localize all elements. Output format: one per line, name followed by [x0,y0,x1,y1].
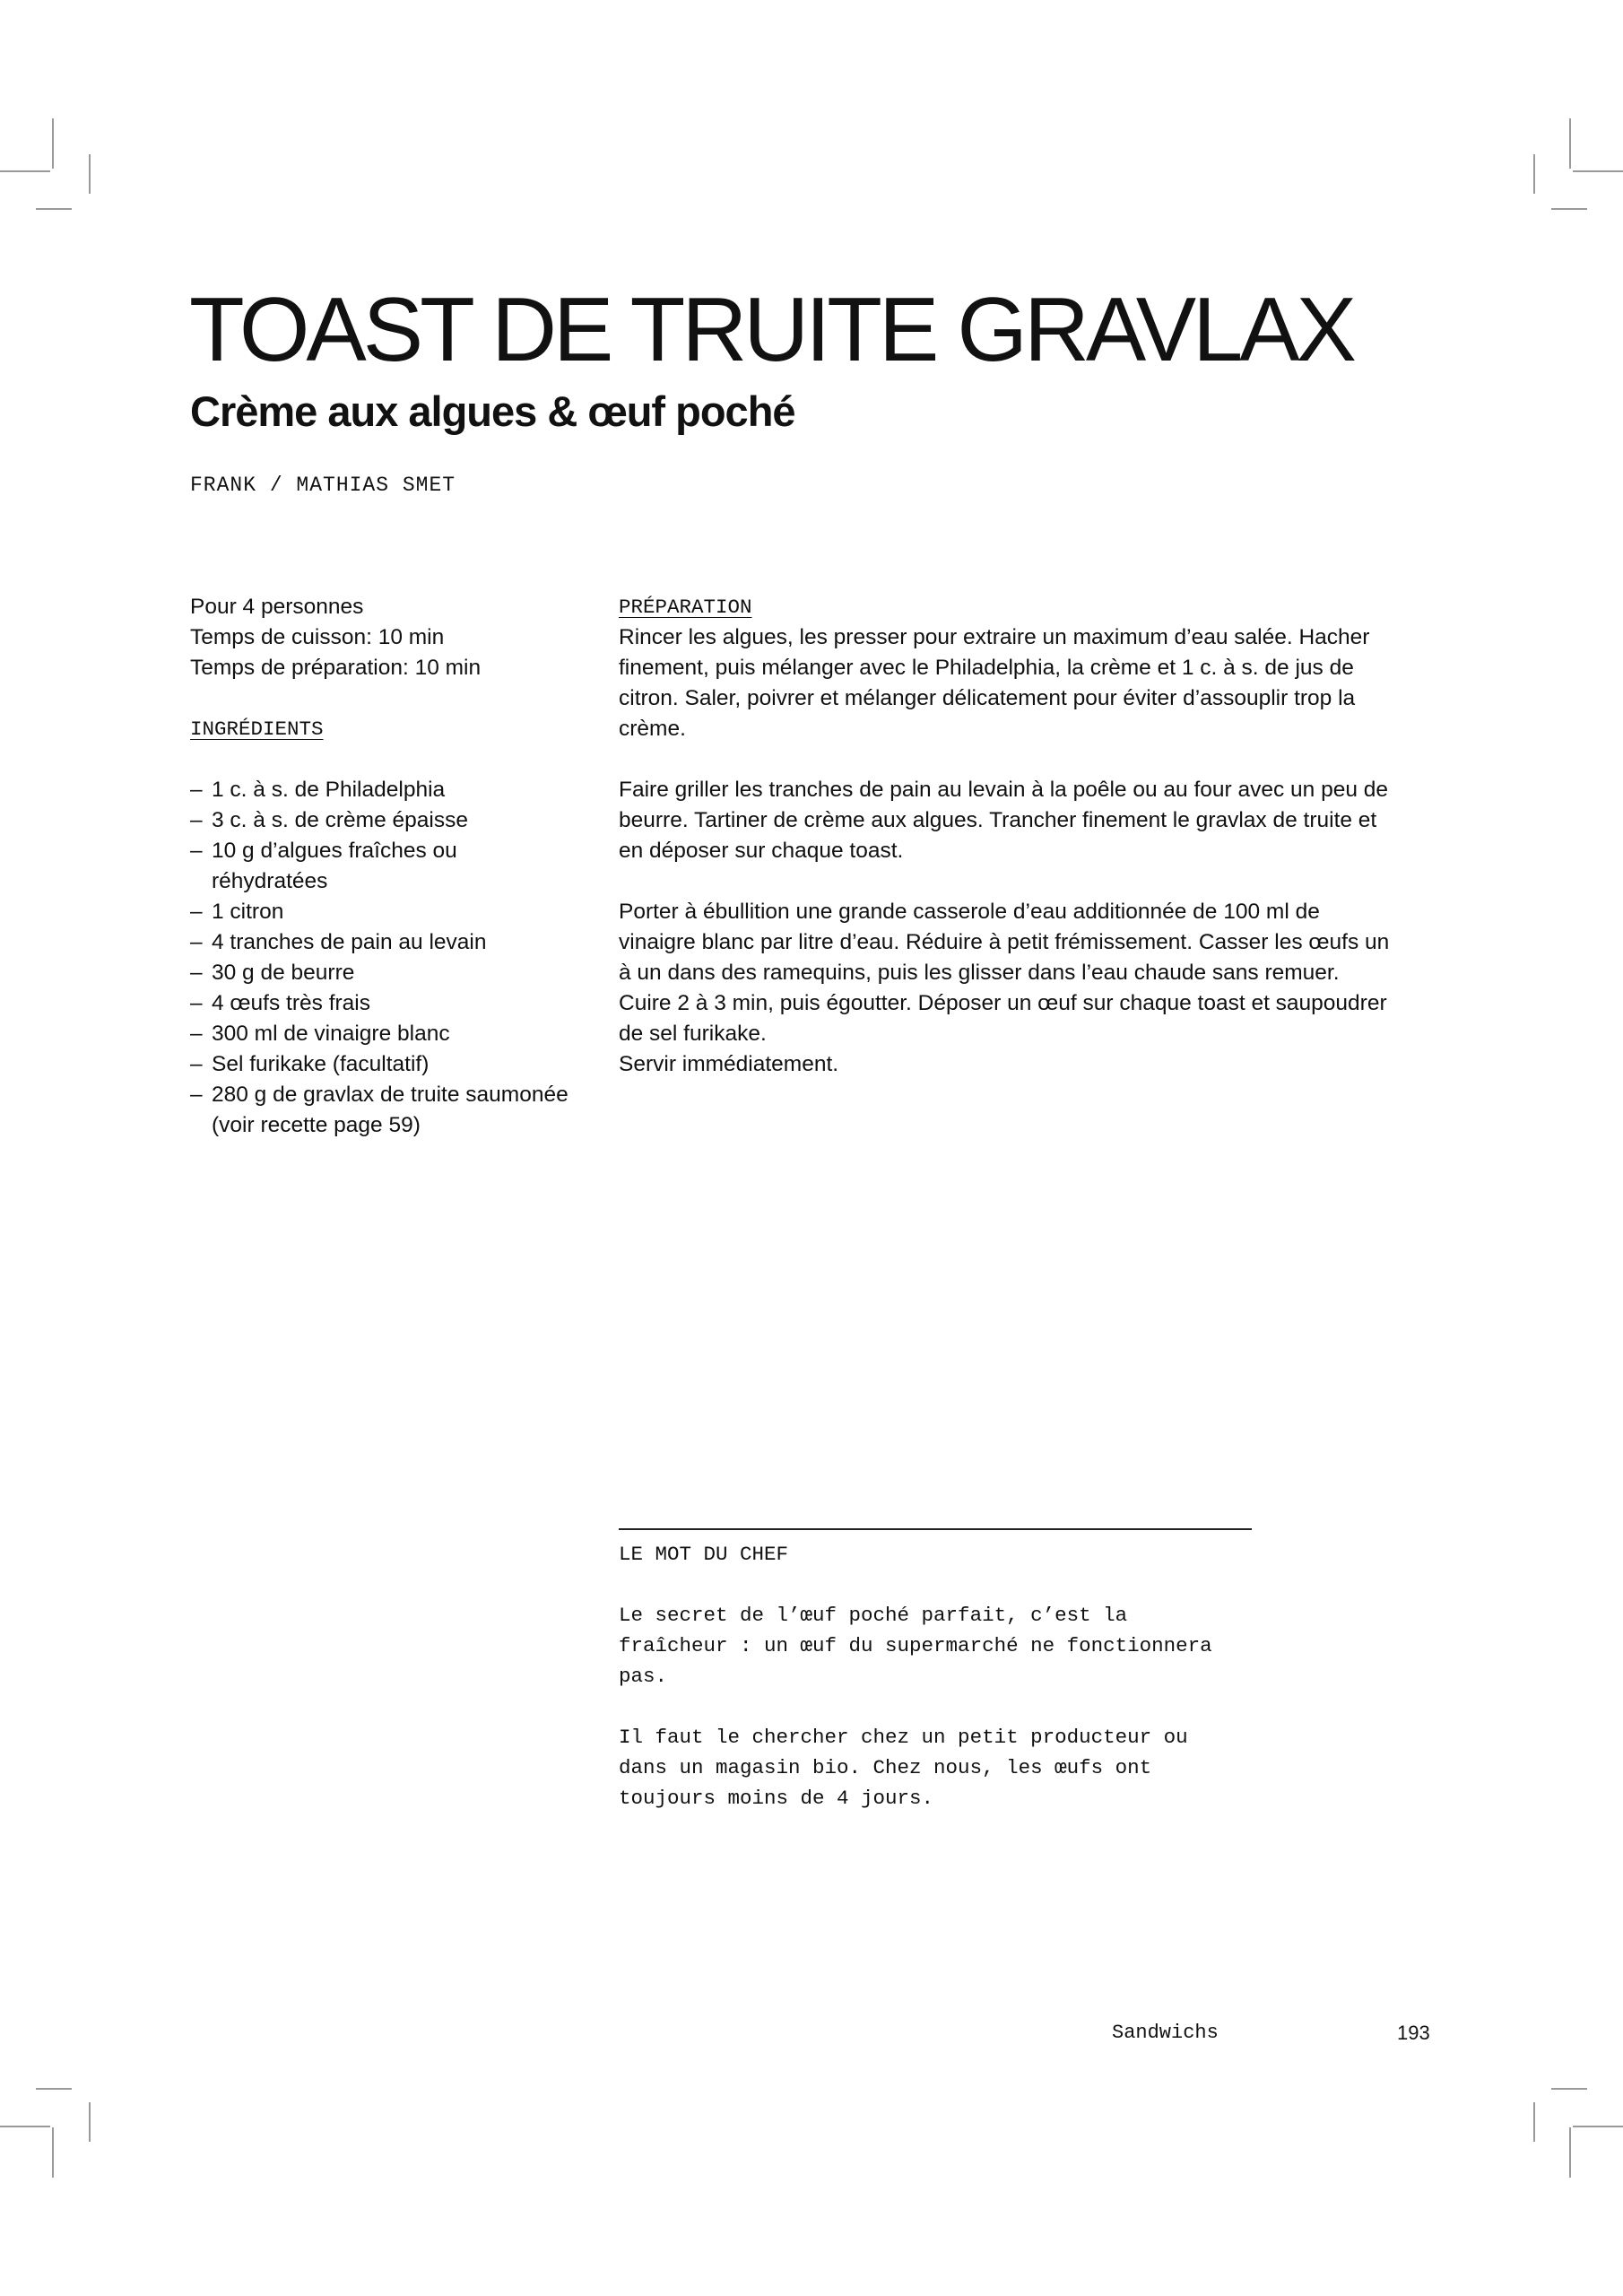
recipe-title: TOAST DE TRUITE GRAVLAX [189,280,1354,380]
list-item: – 10 g d’algues fraîches ou réhydratées [190,836,481,897]
recipe-meta [190,592,585,683]
list-item: – 4 tranches de pain au levain [190,927,585,958]
chef-note-divider [619,1528,1252,1530]
crop-mark [1551,208,1587,210]
servings: Pour 4 personnes [190,595,364,619]
crop-mark [89,2102,91,2142]
chef-note-paragraph: Le secret de l’œuf poché parfait, c’est la fraîcheur : un œuf du supermarché ne fonctionnera pas. [619,1604,1212,1688]
crop-mark [36,208,72,210]
list-item: – 30 g de beurre [190,958,585,988]
recipe-subtitle: Crème aux algues & œuf poché [190,387,795,435]
crop-mark [1551,2088,1587,2090]
crop-mark [1573,170,1623,172]
ingredients-heading: INGRÉDIENTS [190,718,324,741]
crop-mark [1569,118,1571,169]
crop-mark [36,2088,72,2090]
preparation-step: Porter à ébullition une grande casserole d’eau additionnée de 100 ml de vinaigre blanc par litre d’eau. Réduire à petit frémissement. Casser les œufs un à un dans des ramequins, puis les glisser dans l’eau chaude sans remuer. Cuire 2 à 3 min, puis égoutter. Déposer un œuf sur chaque toast et saupoudrer de sel furikake. [619,900,1390,1046]
preparation-step: Faire griller les tranches de pain au levain à la poêle ou au four avec un peu de beurre. Tartiner de crème aux algues. Trancher finement le gravlax de truite et en déposer sur chaque toast. [619,778,1389,863]
crop-mark [1569,2127,1571,2178]
chef-note-paragraph: Il faut le chercher chez un petit producteur ou dans un magasin bio. Chez nous, les œufs ont toujours moins de 4 jours. [619,1726,1188,1810]
ingredients-column [190,592,585,1141]
list-item: – 300 ml de vinaigre blanc [190,1019,585,1049]
prep-time: Temps de préparation: 10 min [190,656,482,680]
crop-mark [52,118,54,169]
preparation-step: Servir immédiatement. [619,1052,839,1076]
list-item: – 1 citron [190,897,585,927]
crop-mark [0,2126,50,2127]
preparation-heading: PRÉPARATION [619,596,752,619]
list-item: – 280 g de gravlax de truite saumonée (voir recette page 59) [190,1080,579,1141]
preparation-step: Rincer les algues, les presser pour extraire un maximum d’eau salée. Hacher finement, puis mélanger avec le Philadelphia, la crème et 1 c. à s. de jus de citron. Saler, poivrer et mélanger délicatement pour éviter d’assouplir trop la crème. [619,625,1370,741]
list-item: – 1 c. à s. de Philadelphia [190,775,585,805]
chef-note [619,1539,1264,1813]
crop-mark [0,170,50,172]
list-item: – 4 œufs très frais [190,988,585,1019]
list-item: – 3 c. à s. de crème épaisse [190,805,585,836]
chef-note-heading: LE MOT DU CHEF [619,1543,789,1566]
crop-mark [1573,2126,1623,2127]
preparation-column [619,592,1390,1080]
footer-section: Sandwichs [1112,2022,1219,2044]
crop-mark [52,2127,54,2178]
list-item: – Sel furikake (facultatif) [190,1049,585,1080]
cook-time: Temps de cuisson: 10 min [190,625,445,649]
crop-mark [1533,154,1535,194]
ingredients-list [190,775,585,1141]
page-number: 193 [1397,2022,1430,2044]
recipe-author: FRANK / MATHIAS SMET [190,474,456,497]
crop-mark [1533,2102,1535,2142]
crop-mark [89,154,91,194]
